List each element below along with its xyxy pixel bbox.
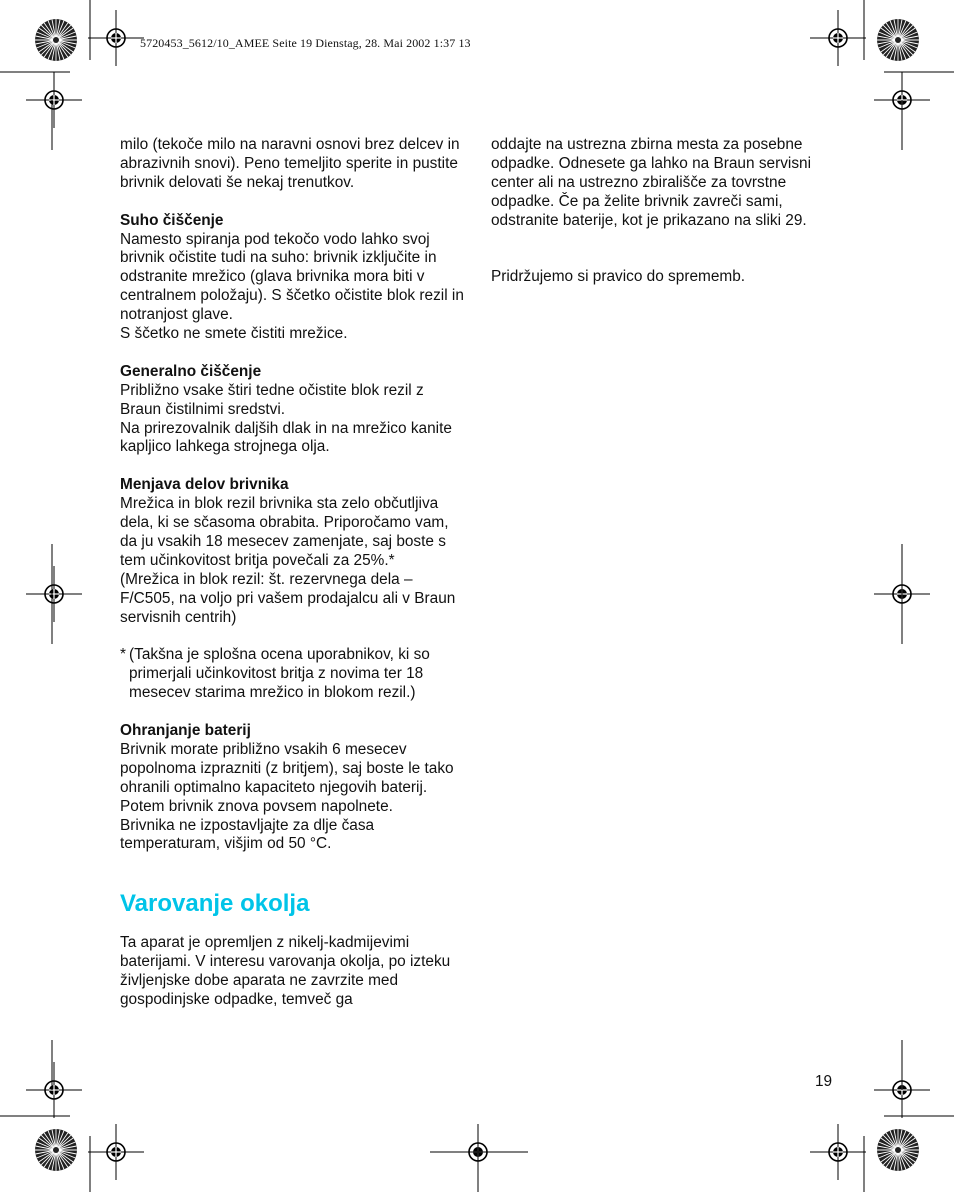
general-cleaning-text: Približno vsake štiri tedne očistite blok rezil z Braun čistilnimi sredstvi. xyxy=(120,381,424,418)
general-cleaning-oil-note: Na prirezovalnik daljših dlak in na mrežico kanite kapljico lahkega strojnega olja. xyxy=(120,419,452,456)
dry-cleaning-note: S ščetko ne smete čistiti mrežice. xyxy=(120,325,348,343)
footnote xyxy=(120,646,465,703)
parts-replacement-text: Mrežica in blok rezil brivnika sta zelo občutljiva dela, ki se sčasoma obrabita. Priporočamo vam, da ju vsakih 18 mesecev zamenjate, saj boste s tem učinkovitost britja povečali za 25%.* xyxy=(120,495,449,569)
rights-reserved-note: Pridržujemo si pravico do sprememb. xyxy=(491,268,746,286)
section-parts-replacement xyxy=(120,476,465,627)
battery-care-text: Brivnik morate približno vsakih 6 mesecev popolnoma izprazniti (z britjem), saj boste le tako ohranili optimalno kapaciteto njegovih baterij. Potem brivnik znova povsem napolnete. xyxy=(120,740,454,815)
disposal-text: oddajte na ustrezna zbirna mesta za posebne odpadke. Odnesete ga lahko na Braun servisni center ali na ustrezno zbirališče za tovrstne odpadke. Če pa želite brivnik zavreči sami, odstranite baterije, kot je prikazano na sliki 29. xyxy=(491,136,811,229)
footnote-text: (Takšna je splošna ocena uporabnikov, ki so primerjali učinkovitost britja z novima ter 18 mesecev starima mrežico in blokom rezil.) xyxy=(129,646,430,702)
parts-replacement-part-number: (Mrežica in blok rezil: št. rezervnega dela – F/C505, na voljo pri vašem prodajalcu ali v Braun servisnih centrih) xyxy=(120,570,456,626)
dry-cleaning-text: Namesto spiranja pod tekočo vodo lahko svoj brivnik očistite tudi na suho: brivnik izključite in odstranite mrežico (glava brivnika mora biti v centralnem položaju). S ščetko očistite blok rezil in notranjost glave. xyxy=(120,230,464,324)
section-battery-care xyxy=(120,722,465,854)
print-slug: 5720453_5612/10_AMEE Seite 19 Dienstag, 28. Mai 2002 1:37 13 xyxy=(140,36,471,50)
right-column xyxy=(491,136,841,306)
general-cleaning-heading: Generalno čiščenje xyxy=(120,362,262,380)
environment-text: Ta aparat je opremljen z nikelj-kadmijevimi baterijami. V interesu varovanja okolja, po izteku življenjske dobe aparata ne zavrzite med gospodinjske odpadke, temveč ga xyxy=(120,934,451,1009)
battery-care-temperature-note: Brivnika ne izpostavljajte za dlje časa temperaturam, višjim od 50 °C. xyxy=(120,816,375,853)
left-column xyxy=(120,136,465,1029)
section-general-cleaning xyxy=(120,363,465,458)
intro-paragraph: milo (tekoče milo na naravni osnovi brez delcev in abrazivnih snovi). Peno temeljito sperite in pustite brivnik delovati še nekaj trenutkov. xyxy=(120,136,460,191)
section-dry-cleaning xyxy=(120,212,465,344)
parts-replacement-heading: Menjava delov brivnika xyxy=(120,476,289,494)
environment-section-title: Varovanje okolja xyxy=(120,890,310,918)
battery-care-heading: Ohranjanje baterij xyxy=(120,722,251,740)
footnote-marker: * xyxy=(120,646,126,664)
dry-cleaning-heading: Suho čiščenje xyxy=(120,211,224,229)
page-number: 19 xyxy=(815,1073,833,1090)
